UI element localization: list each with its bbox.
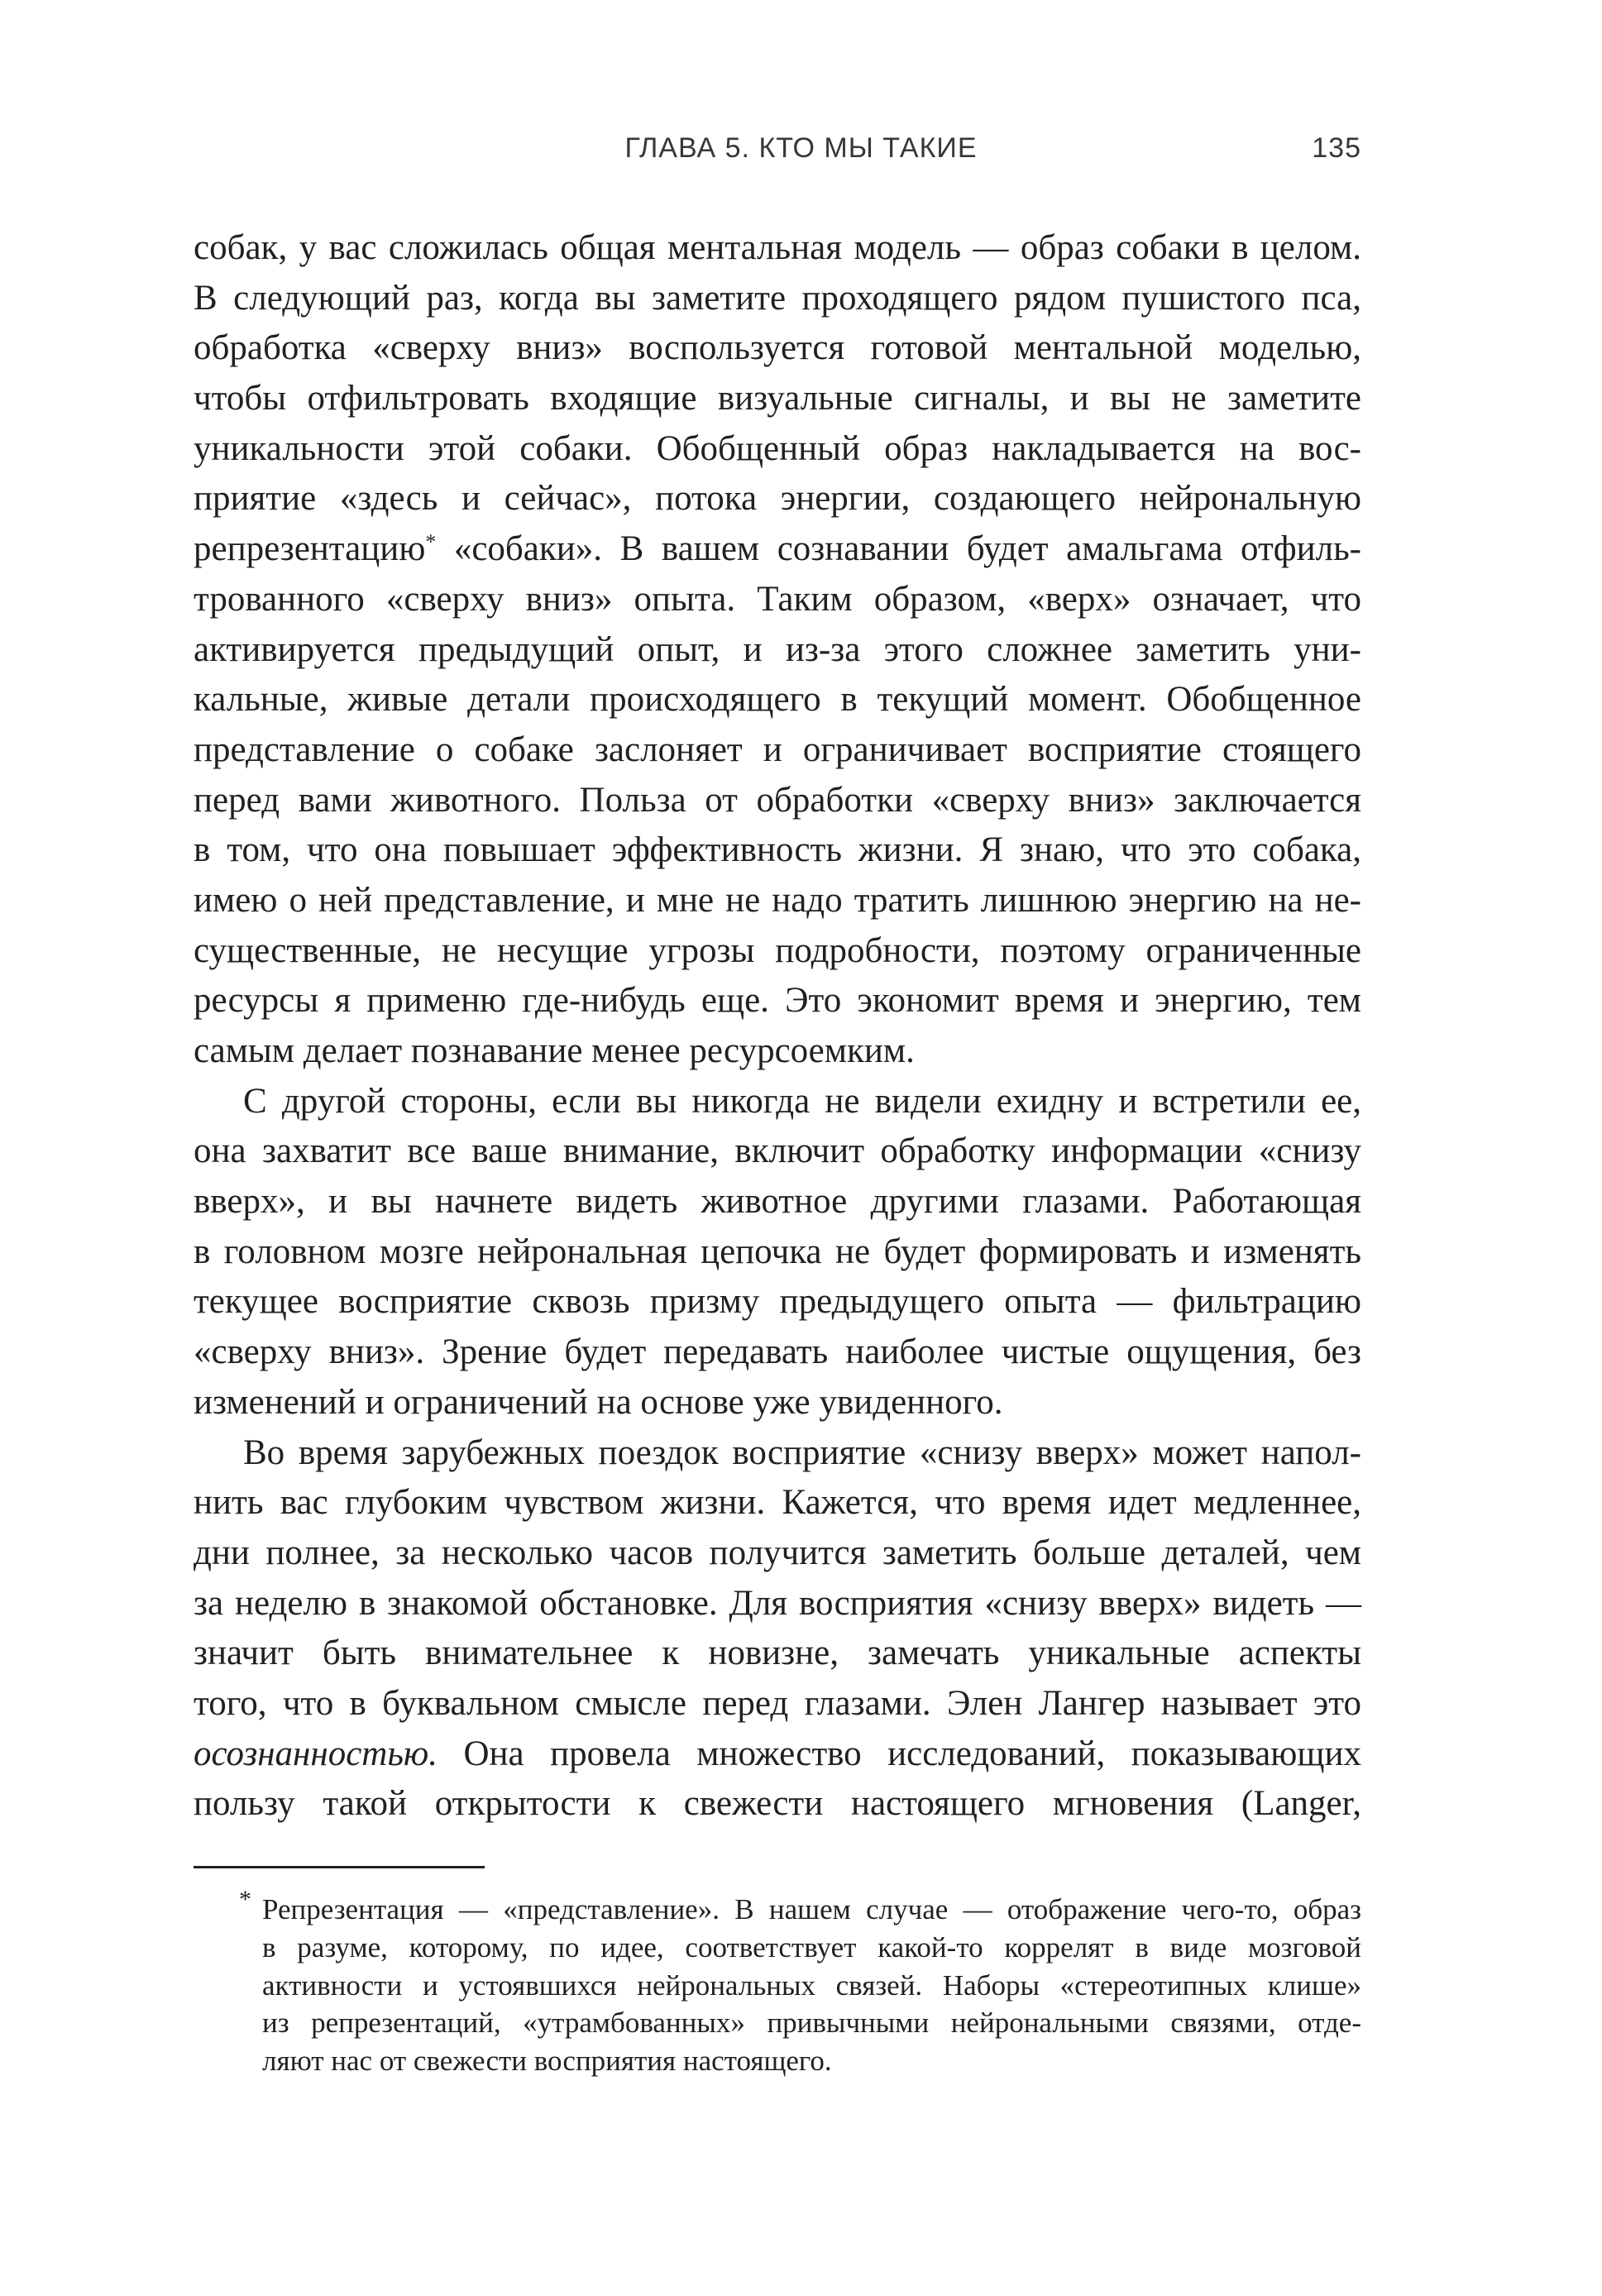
footnote-ref: * [425, 529, 437, 553]
text-line: изменений и ограничений на основе уже увиденного. [194, 1382, 1003, 1422]
text-line: самым делает познавание менее ресурсоемким. [194, 1031, 915, 1070]
footnote [239, 1886, 1361, 2080]
running-title: ГЛАВА 5. КТО МЫ ТАКИЕ [624, 132, 978, 164]
text-line: она захватит все ваше внимание, включит обработку информации «снизу [194, 1131, 1361, 1171]
footnote-line: активности и устоявшихся нейрональных связей. Наборы «стереотипных клише» [262, 1968, 1361, 2002]
text-line: пользу такой открытости к свежести настоящего мгновения (Langer, [194, 1784, 1361, 1824]
text-line: приятие «здесь и сейчас», потока энергии, создающего нейрональную [194, 479, 1361, 519]
text-line: за неделю в знакомой обстановке. Для восприятия «снизу вверх» видеть — [194, 1583, 1361, 1623]
text-line: ресурсы я применю где-нибудь еще. Это экономит время и энергию, тем [194, 981, 1361, 1021]
footnote-divider [194, 1866, 485, 1868]
text-line: нить вас глубоким чувством жизни. Кажется, что время идет медленнее, [194, 1483, 1361, 1523]
text-line: вверх», и вы начнете видеть животное другими глазами. Работающая [194, 1182, 1361, 1222]
text-line: трованного «сверху вниз» опыта. Таким образом, «верх» означает, что [194, 579, 1361, 619]
text-line: того, что в буквальном смысле перед глазами. Элен Лангер называет это [194, 1683, 1361, 1723]
text-line: в головном мозге нейрональная цепочка не будет формировать и изменять [194, 1232, 1361, 1271]
text-segment: репрезентацию [194, 529, 426, 569]
body-text [194, 223, 1361, 1830]
text-line [194, 1729, 1361, 1780]
text-line: кальные, живые детали происходящего в текущий момент. Обобщенное [194, 680, 1361, 720]
text-line: перед вами животного. Польза от обработки «сверху вниз» заключается [194, 780, 1361, 820]
text-line: текущее восприятие сквозь призму предыдущего опыта — фильтрацию [194, 1282, 1361, 1322]
text-line: С другой стороны, если вы никогда не видели ехидну и встретили ее, [243, 1081, 1361, 1121]
text-line: собак, у вас сложилась общая ментальная модель — образ собаки в целом. [194, 228, 1361, 267]
text-line: «сверху вниз». Зрение будет передавать наиболее чистые ощущения, без [194, 1332, 1361, 1372]
text-line: дни полнее, за несколько часов получится заметить больше деталей, чем [194, 1533, 1361, 1572]
text-line: значит быть внимательнее к новизне, замечать уникальные аспекты [194, 1634, 1361, 1673]
text-line [194, 524, 1361, 575]
text-line: уникальности этой собаки. Обобщенный образ накладывается на вос- [194, 428, 1361, 468]
text-line: в том, что она повышает эффективность жизни. Я знаю, что это собака, [194, 830, 1361, 870]
footnote-line: в разуме, которому, по идее, соответствует какой-то коррелят в виде мозговой [262, 1930, 1361, 1964]
page-number: 135 [1312, 132, 1361, 164]
text-line: представление о собаке заслоняет и ограничивает восприятие стоящего [194, 729, 1361, 769]
italic-term: осознанностью. [194, 1734, 438, 1773]
footnote-line: ляют нас от свежести восприятия настоящего. [262, 2045, 832, 2078]
text-line: активируется предыдущий опыт, и из-за этого сложнее заметить уни- [194, 629, 1361, 669]
text-segment: Она провела множество исследований, показывающих [438, 1734, 1361, 1773]
text-line: чтобы отфильтровать входящие визуальные сигналы, и вы не заметите [194, 379, 1361, 419]
text-line: В следующий раз, когда вы заметите проходящего рядом пушистого пса, [194, 278, 1361, 318]
text-segment: «собаки». В вашем сознавании будет амальгама отфиль- [436, 529, 1361, 569]
text-line: обработка «сверху вниз» воспользуется готовой ментальной моделью, [194, 328, 1361, 368]
text-line: Во время зарубежных поездок восприятие «снизу вверх» может напол- [243, 1433, 1361, 1472]
footnote-line: Репрезентация — «представление». В нашем случае — отображение чего-то, образ [262, 1893, 1361, 1925]
footnote-marker: * [239, 1886, 251, 1913]
text-line: имею о ней представление, и мне не надо тратить лишнюю энергию на не- [194, 880, 1361, 920]
footnote-line: из репрезентаций, «утрамбованных» привычными нейрональными связями, отде- [262, 2007, 1361, 2040]
text-line: существенные, не несущие угрозы подробности, поэтому ограниченные [194, 930, 1361, 970]
